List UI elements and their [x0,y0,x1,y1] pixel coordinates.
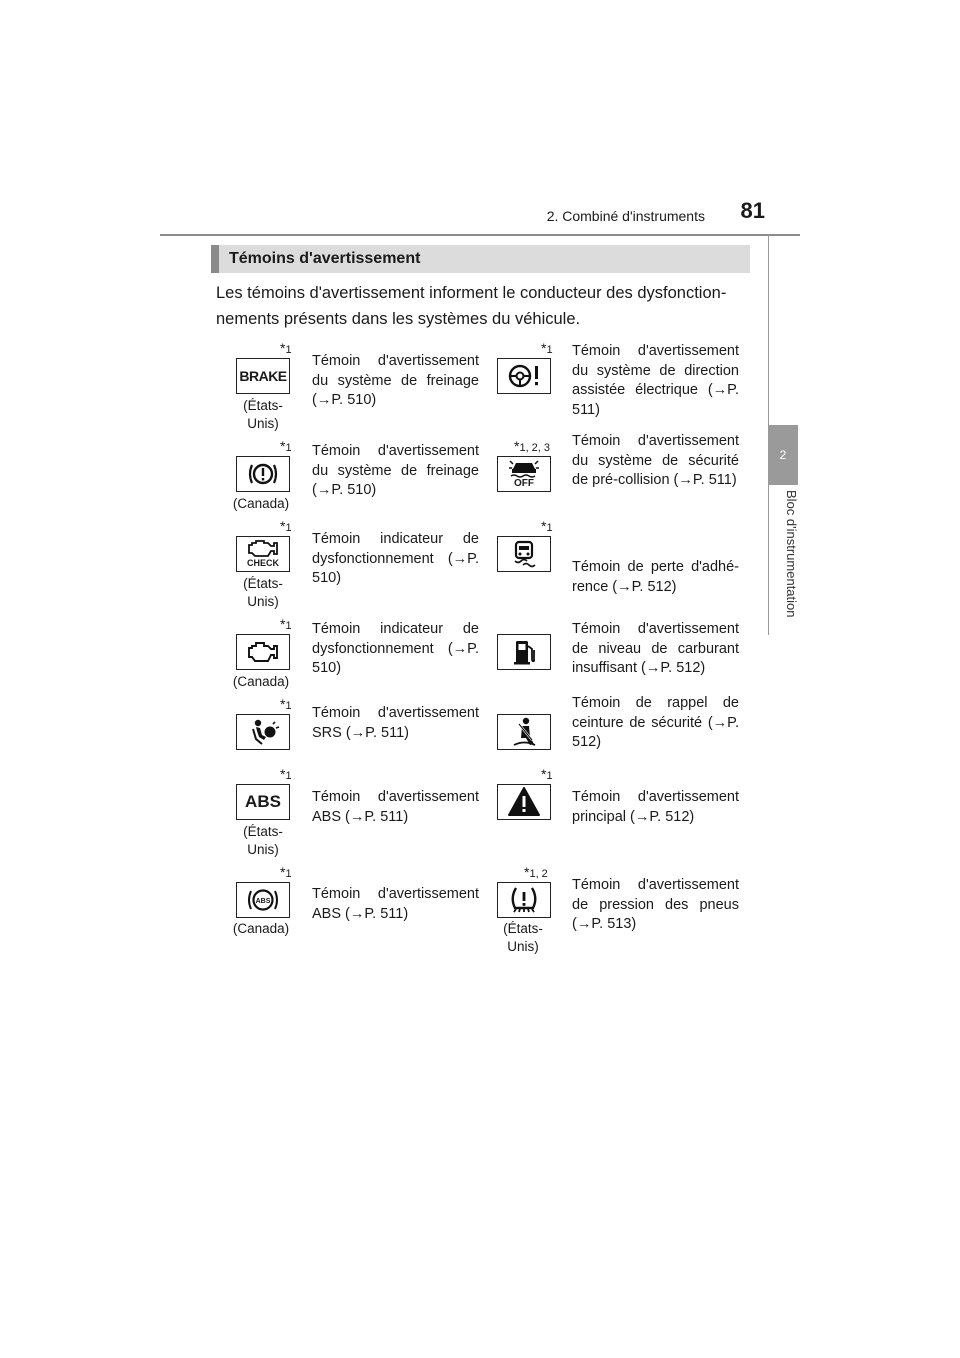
master-warning-icon [497,784,551,820]
footnote-marker: *1, 2, 3 [514,438,551,454]
skid-icon [497,536,551,572]
region-caption: (États-Unis) [243,824,283,857]
chapter-label: Bloc d'instrumentation [784,490,799,618]
region-caption: (Canada) [232,921,290,936]
section-title: Témoins d'avertissement [229,250,421,267]
svg-text:ABS: ABS [255,898,271,905]
warning-description: Témoin de rappel de ceinture de sécurité (→P. 512) [572,695,739,750]
footnote-marker: *1 [280,766,292,782]
engine-check-icon: CHECK [236,536,290,572]
steering-warning-icon [497,358,551,394]
region-caption: (États-Unis) [243,398,283,431]
warning-description: Témoin d'avertissement du système de sécurité de pré-collision (→P. 511) [572,433,739,488]
abs-circle-icon [236,882,290,918]
running-header: 2. Combiné d'instruments [546,208,705,224]
tire-pressure-icon [497,882,551,918]
page-number: 81 [740,198,765,223]
region-caption: (Canada) [232,496,290,511]
warning-description: Témoin d'avertissement du système de direction assistée électrique (→P. 511) [572,343,739,418]
chapter-number: 2 [779,448,787,462]
warning-description: Témoin d'avertissement ABS (→P. 511) [312,886,479,922]
warning-description: Témoin indicateur de dysfonctionnement (→P. 510) [312,531,479,586]
region-caption: (États-Unis) [503,921,543,954]
fuel-pump-icon [497,634,551,670]
footnote-marker: *1 [280,864,292,880]
airbag-icon [236,714,290,750]
footnote-marker: *1 [280,518,292,534]
brake-circle-icon [236,456,290,492]
warning-description: Témoin d'avertissement principal (→P. 512) [572,789,739,825]
warning-description: Témoin d'avertissement de niveau de carburant insuffisant (→P. 512) [572,621,739,676]
region-caption: (Canada) [232,674,290,689]
footnote-marker: *1 [541,518,553,534]
brake-text-icon: BRAKE [236,358,290,394]
warning-description: Témoin indicateur de dysfonctionnement (→P. 510) [312,621,479,676]
warning-description: Témoin d'avertissement SRS (→P. 511) [312,705,479,741]
footnote-marker: *1 [280,438,292,454]
intro-paragraph: Les témoins d'avertissement informent le conducteur des dysfonction-nements présents dans les systèmes du véhicule. [216,284,727,328]
section-heading [211,245,750,273]
engine-icon [236,634,290,670]
abs-text-icon: ABS [236,784,290,820]
region-caption: (États-Unis) [243,576,283,609]
warning-description: Témoin d'avertissement du système de freinage (→P. 510) [312,443,479,498]
warning-description: Témoin d'avertissement du système de freinage (→P. 510) [312,353,479,408]
footnote-marker: *1, 2 [524,864,548,880]
precollision-off-icon: OFF [497,456,551,492]
header-divider [160,234,800,236]
footnote-marker: *1 [280,340,292,356]
warning-description: Témoin d'avertissement ABS (→P. 511) [312,789,479,825]
seatbelt-icon [497,714,551,750]
footnote-marker: *1 [280,696,292,712]
footnote-marker: *1 [541,340,553,356]
warning-description: Témoin de perte d'adhé-rence (→P. 512) [572,559,739,595]
footnote-marker: *1 [280,616,292,632]
footnote-marker: *1 [541,766,553,782]
chapter-tab [768,425,798,485]
warning-description: Témoin d'avertissement de pression des pneus (→P. 513) [572,877,739,932]
